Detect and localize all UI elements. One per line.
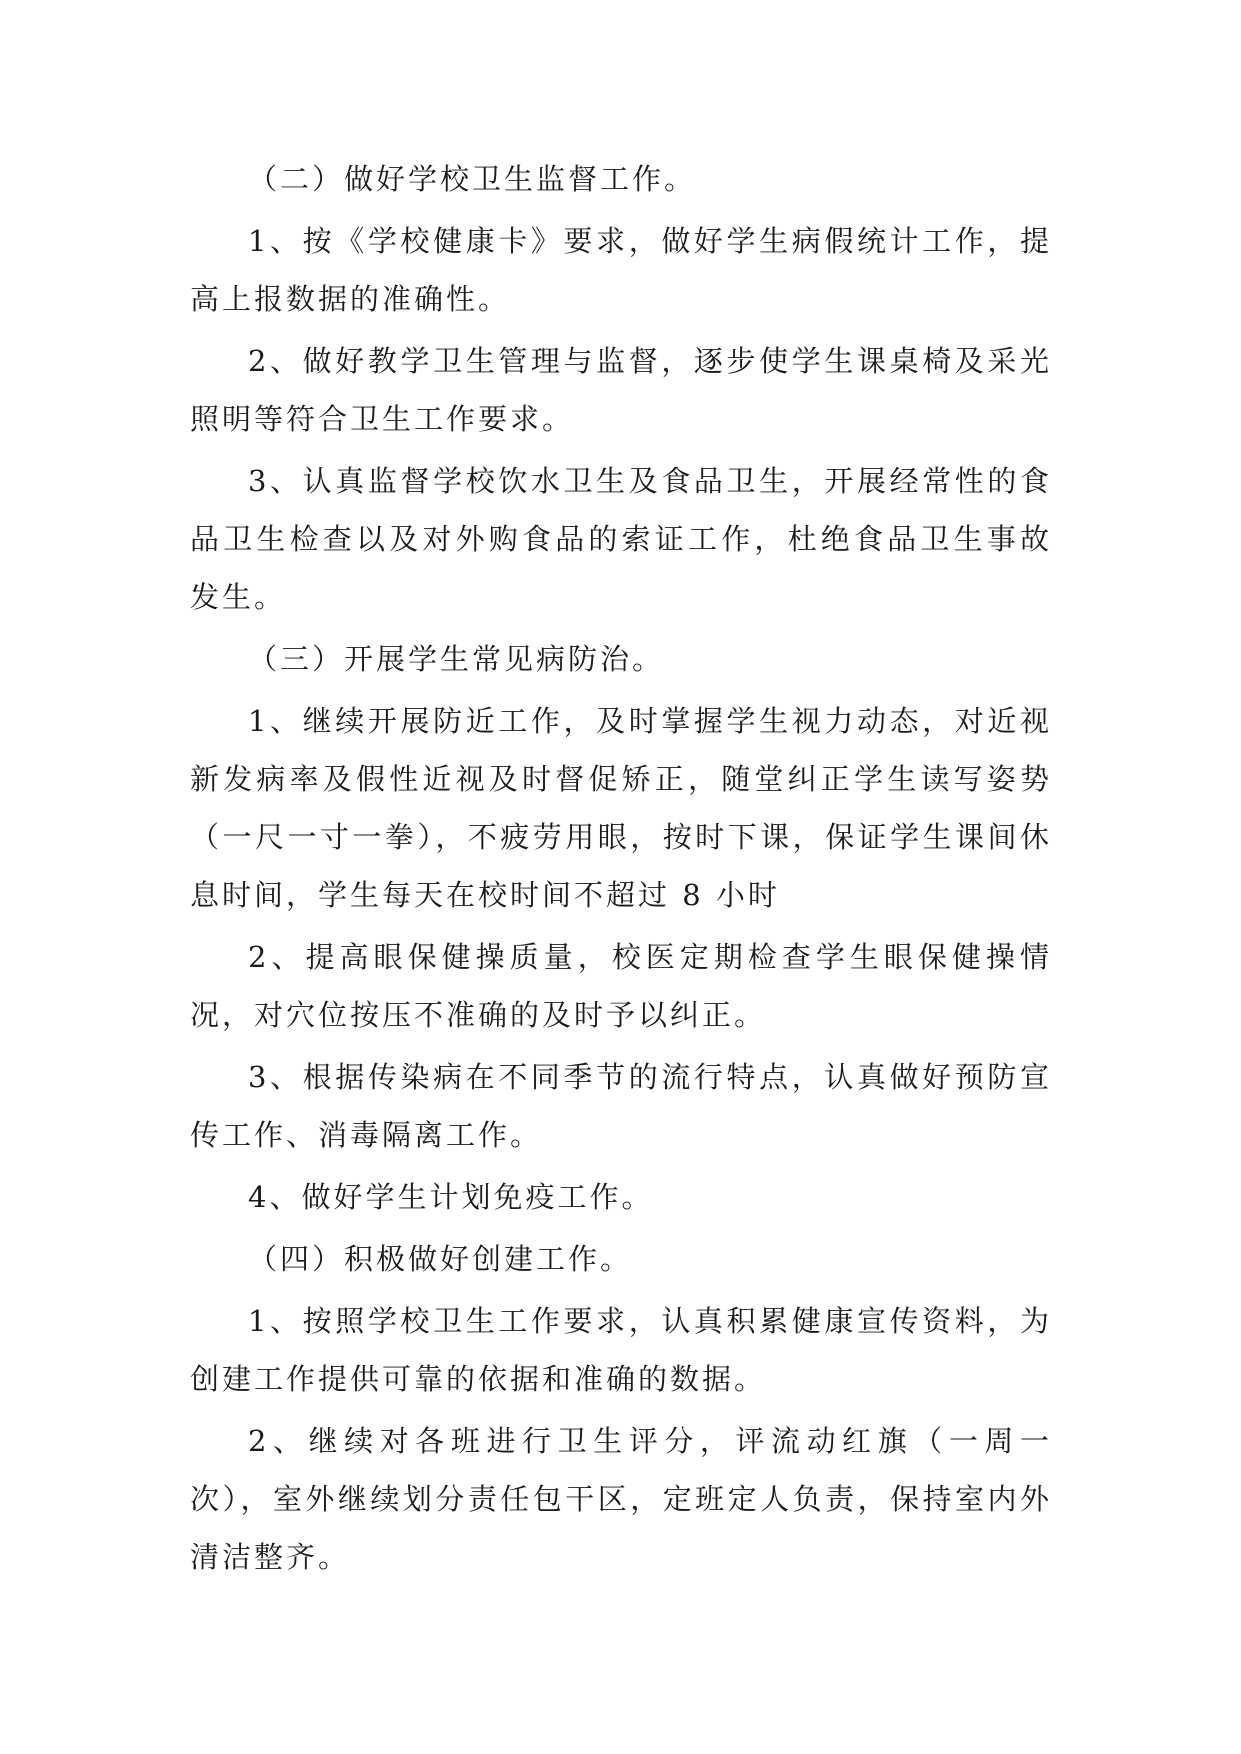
paragraph-3-3: 3、根据传染病在不同季节的流行特点，认真做好预防宣传工作、消毒隔离工作。 <box>190 1060 1052 1152</box>
paragraph-3-1: 1、继续开展防近工作，及时掌握学生视力动态，对近视新发病率及假性近视及时督促矫正，随堂纠正学生读写姿势（一尺一寸一拳），不疲劳用眼，按时下课，保证学生课间休息时间，学生每天在校时间不超过 8 小时 <box>190 704 1052 912</box>
paragraph-4-2: 2、继续对各班进行卫生评分，评流动红旗（一周一次），室外继续划分责任包干区，定班定人负责，保持室内外清洁整齐。 <box>190 1424 1052 1574</box>
paragraph-2-1: 1、按《学校健康卡》要求，做好学生病假统计工作，提高上报数据的准确性。 <box>190 224 1052 316</box>
paragraph-4-1: 1、按照学校卫生工作要求，认真积累健康宣传资料，为创建工作提供可靠的依据和准确的数据。 <box>190 1304 1052 1396</box>
paragraph-2-3: 3、认真监督学校饮水卫生及食品卫生，开展经常性的食品卫生检查以及对外购食品的索证工作，杜绝食品卫生事故发生。 <box>190 464 1052 614</box>
paragraph-2-2: 2、做好教学卫生管理与监督，逐步使学生课桌椅及采光照明等符合卫生工作要求。 <box>190 344 1052 436</box>
section-heading-3: （三）开展学生常见病防治。 <box>248 642 665 676</box>
section-heading-2: （二）做好学校卫生监督工作。 <box>248 162 697 196</box>
paragraph-3-4: 4、做好学生计划免疫工作。 <box>248 1180 654 1214</box>
section-heading-4: （四）积极做好创建工作。 <box>248 1242 633 1276</box>
paragraph-3-2: 2、提高眼保健操质量，校医定期检查学生眼保健操情况，对穴位按压不准确的及时予以纠正。 <box>190 940 1052 1032</box>
document-body <box>190 150 1052 1586</box>
